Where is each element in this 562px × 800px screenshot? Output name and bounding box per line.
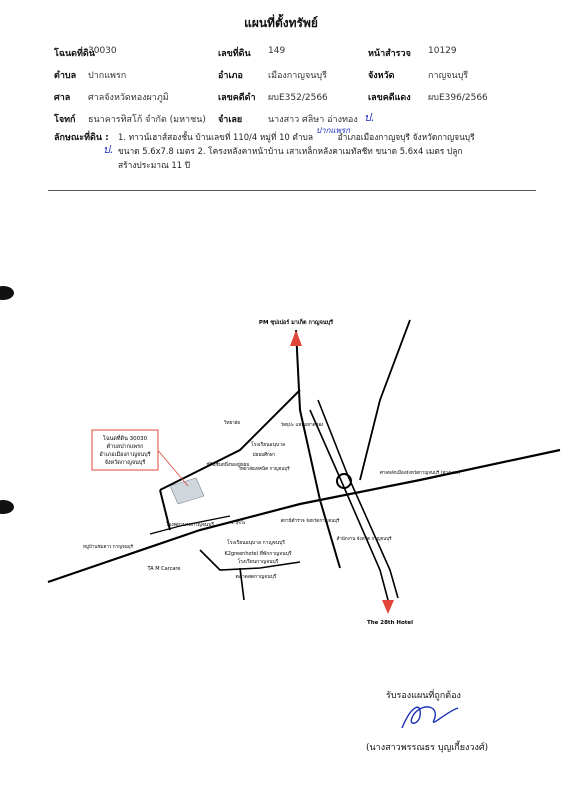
- black-case-value: ผบE352/2566: [268, 93, 328, 103]
- property-description: [118, 130, 498, 172]
- province-label: จังหวัด: [368, 71, 395, 81]
- plaintiff-value: ธนาคารทิสโก้ จำกัด (มหาชน): [88, 115, 206, 125]
- arrow-bottom-icon: [382, 600, 394, 614]
- soi-label: ซ. สุขใจ: [230, 520, 246, 525]
- section-divider: [48, 190, 536, 191]
- place-school-f: โรงเรียนกาญจนบุรี: [237, 559, 279, 565]
- subdistrict-value: ปากแพรก: [88, 71, 127, 81]
- info-row-1: [54, 46, 534, 62]
- place-school-a: ที่ดินชั้นหนึ่งของมัธยม: [206, 463, 250, 468]
- handwritten-initial-1: ป.: [364, 111, 375, 124]
- place-hospital: โรงพยาบาลกาญจนบุรี: [165, 522, 215, 528]
- court-label: ศาล: [54, 93, 71, 103]
- place-school-c: วิทยาลัยเทคนิค กาญจนบุรี: [238, 467, 290, 472]
- place-school-b: โรงเรียนอนุบาล: [250, 442, 286, 448]
- document-title: แผนที่ตั้งทรัพย์: [244, 16, 318, 30]
- plaintiff-label: โจทก์: [54, 115, 76, 125]
- province-value: กาญจนบุรี: [428, 71, 469, 81]
- place-k2green: K2greenhotel ที่พักกาญจนบุรี: [224, 551, 292, 557]
- plot-no-value: 30030: [88, 46, 117, 56]
- defendant-label: จำเลย: [218, 115, 243, 125]
- district-value: เมืองกาญจนบุรี: [268, 71, 327, 81]
- court-value: ศาลจังหวัดทองผาภูมิ: [88, 93, 169, 103]
- subdistrict-label: ตำบล: [54, 71, 77, 81]
- bottom-destination-label: The 28th Hotel: [366, 620, 414, 626]
- place-police: สถานีตำรวจ จังหวัดกาญจนบุรี: [280, 519, 340, 524]
- description-line-3: สร้างประมาณ 11 ปี: [118, 160, 191, 170]
- survey-value: 10129: [428, 46, 457, 56]
- callout-line-1: โฉนดที่ดิน 30030: [102, 436, 148, 442]
- certification-text: รับรองแผนที่ถูกต้อง: [386, 691, 461, 701]
- road-right-curve: [360, 320, 410, 480]
- road-lower-stub: [240, 568, 244, 600]
- place-school-e: โรงเรียนอนุบาล กาญจนบุรี: [227, 540, 285, 546]
- defendant-value: นางสาว ศลิษา อ่างทอง: [268, 115, 358, 125]
- place-left-store: หมู่บ้านชมดาว กาญจนบุรี: [83, 545, 133, 550]
- place-market: ตลาดสดกาญจนบุรี: [235, 574, 277, 580]
- place-school-top: วิทยาลัย: [223, 421, 241, 426]
- signature-mark: [396, 700, 466, 734]
- arrow-top-icon: [290, 330, 302, 346]
- top-destination-label: PM ซุปเปอร์ มาเก็ต กาญจนบุรี: [258, 320, 334, 326]
- signer-name: (นางสาวพรรณธร บุญเกี้ยงวงศ์): [366, 743, 489, 753]
- district-label: อำเภอ: [218, 71, 243, 81]
- description-line-2: ขนาด 5.6x7.8 เมตร 2. โครงหลังคาหน้าบ้าน เสาเหล็กหลังคาเมทัลชีท ขนาด 5.6x4 เมตร ปลูก: [118, 146, 463, 156]
- punch-hole-1: [0, 286, 14, 300]
- place-school-d: มัธยมศึกษา: [252, 453, 276, 458]
- land-no-label: เลขที่ดิน: [218, 49, 251, 59]
- black-case-label: เลขคดีดำ: [218, 93, 256, 103]
- info-row-4: [54, 112, 534, 128]
- place-carcare: TA M Carcare: [147, 566, 181, 572]
- info-row-3: [54, 90, 534, 106]
- road-vertical-a: [296, 330, 340, 568]
- description-line-1: 1. ทาวน์เฮาส์สองชั้น บ้านเลขที่ 110/4 หมู่ที่ 10 ตำบล อำเภอเมืองกาญจบุรี จังหวัดกาญจนบุรี: [118, 132, 475, 142]
- callout-line-3: อำเภอเมืองกาญจนบุรี: [99, 452, 151, 458]
- survey-label: หน้าสำรวจ: [368, 49, 411, 59]
- callout-line-4: จังหวัดกาญจนบุรี: [104, 460, 146, 466]
- callout-line-2: ตำบลปากแพรก: [106, 444, 144, 450]
- red-case-value: ผบE396/2566: [428, 93, 488, 103]
- place-temple: วัดธุปะ แหลมหาดทอง: [280, 423, 324, 428]
- red-case-label: เลขคดีแดง: [368, 93, 411, 103]
- handwritten-initial-2: ป.: [103, 143, 114, 156]
- place-provincial: สำนักงาน จังหวัด กาญจนบุรี: [336, 537, 392, 542]
- land-no-value: 149: [268, 46, 286, 56]
- callout-leader: [156, 448, 188, 486]
- road-upper-left: [160, 390, 300, 490]
- location-map: [0, 300, 562, 640]
- plot-no-label: โฉนดที่ดิน: [54, 49, 95, 59]
- description-label: ลักษณะที่ดิน :: [54, 133, 109, 143]
- info-row-2: [54, 68, 534, 84]
- place-junction: ศาลหลักเมืองจังหวัดกาญจนบุรี (ทางแยก): [379, 471, 461, 476]
- handwritten-subdistrict: ปากแพรก: [316, 126, 350, 135]
